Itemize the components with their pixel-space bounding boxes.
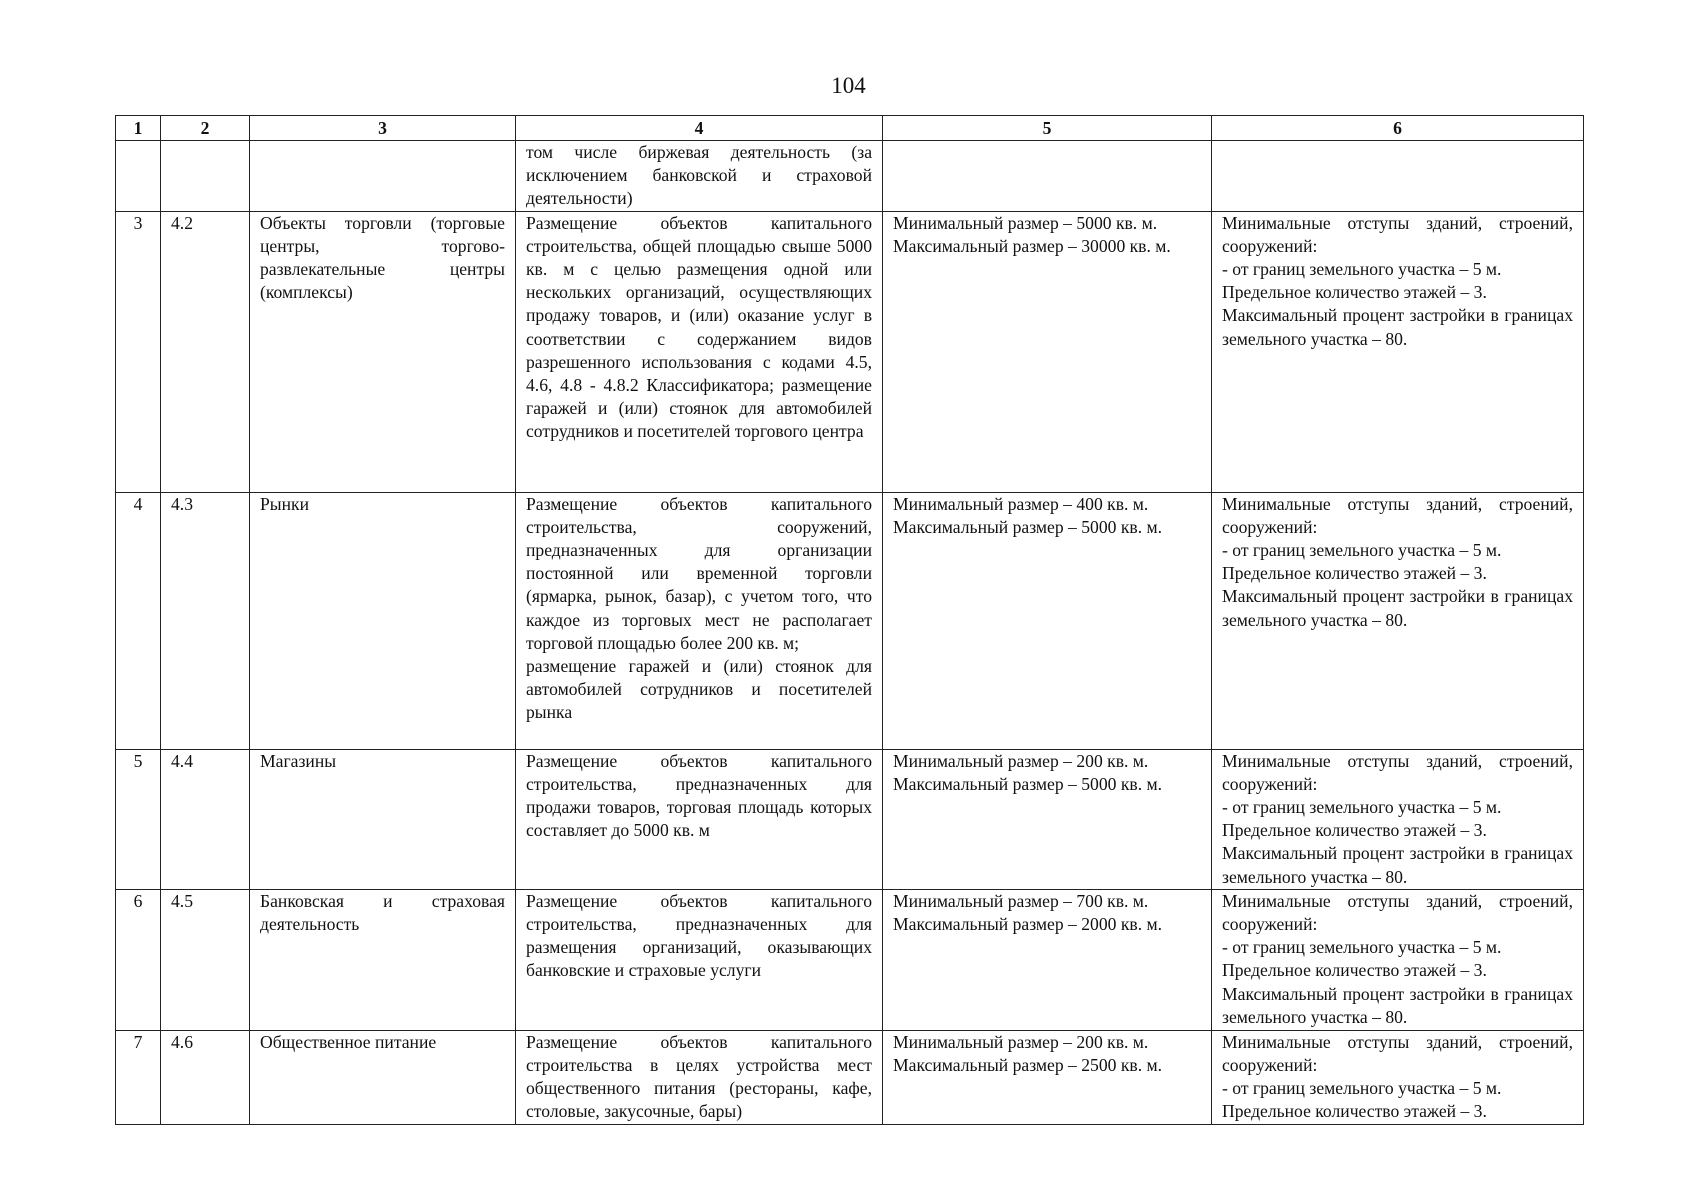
- size-max: Максимальный размер – 5000 кв. м.: [893, 516, 1163, 537]
- table-row: [116, 749, 1584, 889]
- param-setbacks: Минимальные отступы зданий, строений, сооружений:: [1222, 1031, 1573, 1076]
- cell-number: [116, 141, 161, 212]
- cell-number: 6: [116, 889, 161, 1030]
- param-floors: Предельное количество этажей – 3.: [1222, 563, 1487, 584]
- cell-code: 4.6: [161, 1030, 250, 1124]
- cell-params: [1212, 749, 1584, 889]
- table-row: [116, 1030, 1584, 1124]
- cell-description: [516, 141, 883, 212]
- cell-name: [250, 492, 516, 749]
- cell-code: [161, 141, 250, 212]
- table-row: [116, 211, 1584, 492]
- cell-code: 4.4: [161, 749, 250, 889]
- cell-size: [883, 1030, 1212, 1124]
- description-text: Размещение объектов капитального строительства в целях устройства мест общественного питания (рестораны, кафе, столовые, закусочные, бары): [526, 1031, 872, 1122]
- param-boundary: - от границ земельного участка – 5 м.: [1222, 937, 1502, 958]
- description-text: том числе биржевая деятельность (за исключением банковской и страховой деятельности): [526, 142, 872, 209]
- column-header: 5: [883, 116, 1212, 141]
- size-min: Минимальный размер – 700 кв. м.: [893, 890, 1149, 911]
- column-header: 1: [116, 116, 161, 141]
- column-header: 2: [161, 116, 250, 141]
- cell-description: [516, 211, 883, 492]
- description-text: Размещение объектов капитального строительства, общей площадью свыше 5000 кв. м с целью размещения одной или нескольких организаций, осуществляющих продажу товаров, и (или) оказание услуг в соответствии с содержанием видов разрешенного использования с кодами 4.5, 4.6, 4.8 - 4.8.2 Классификатора; размещение гаражей и (или) стоянок для автомобилей сотрудников и посетителей торгового центра: [526, 212, 872, 442]
- cell-number: 5: [116, 749, 161, 889]
- param-boundary: - от границ земельного участка – 5 м.: [1222, 1078, 1502, 1099]
- size-max: Максимальный размер – 2500 кв. м.: [893, 1055, 1163, 1076]
- size-max: Максимальный размер – 5000 кв. м.: [893, 773, 1163, 794]
- param-coverage: Максимальный процент застройки в границах земельного участка – 80.: [1222, 983, 1573, 1027]
- param-floors: Предельное количество этажей – 3.: [1222, 282, 1487, 303]
- cell-name: [250, 749, 516, 889]
- cell-description: [516, 492, 883, 749]
- param-coverage: Максимальный процент застройки в границах земельного участка – 80.: [1222, 586, 1573, 630]
- cell-params: [1212, 492, 1584, 749]
- cell-name: [250, 889, 516, 1030]
- cell-name: [250, 211, 516, 492]
- param-boundary: - от границ земельного участка – 5 м.: [1222, 259, 1502, 280]
- description-text: Размещение объектов капитального строительства, предназначенных для размещения организаций, оказывающих банковские и страховые услуги: [526, 890, 872, 981]
- table-row: [116, 492, 1584, 749]
- param-floors: Предельное количество этажей – 3.: [1222, 960, 1487, 981]
- use-name: Магазины: [260, 750, 337, 771]
- size-min: Минимальный размер – 200 кв. м.: [893, 1031, 1149, 1052]
- cell-params: [1212, 141, 1584, 212]
- column-header: 3: [250, 116, 516, 141]
- cell-size: [883, 889, 1212, 1030]
- description-text: Размещение объектов капитального строительства, сооружений, предназначенных для организации постоянной или временной торговли (ярмарка, рынок, базар), с учетом того, что каждое из торговых мест не располагает торговой площадью более 200 кв. м;: [526, 493, 872, 653]
- param-setbacks: Минимальные отступы зданий, строений, сооружений:: [1222, 750, 1573, 794]
- cell-description: [516, 889, 883, 1030]
- cell-name: [250, 141, 516, 212]
- param-boundary: - от границ земельного участка – 5 м.: [1222, 797, 1502, 818]
- cell-name: [250, 1030, 516, 1124]
- cell-code: 4.3: [161, 492, 250, 749]
- cell-size: [883, 749, 1212, 889]
- description-text: размещение гаражей и (или) стоянок для автомобилей сотрудников и посетителей рынка: [526, 656, 872, 723]
- use-name: Объекты торговли (торговые центры, торгово-развлекательные центры (комплексы): [260, 212, 505, 303]
- cell-params: [1212, 889, 1584, 1030]
- cell-code: 4.2: [161, 211, 250, 492]
- param-boundary: - от границ земельного участка – 5 м.: [1222, 540, 1502, 561]
- cell-size: [883, 492, 1212, 749]
- cell-description: [516, 1030, 883, 1124]
- cell-number: 3: [116, 211, 161, 492]
- cell-params: [1212, 1030, 1584, 1124]
- use-name: Рынки: [260, 493, 309, 514]
- cell-number: 7: [116, 1030, 161, 1124]
- column-header: 6: [1212, 116, 1584, 141]
- size-min: Минимальный размер – 5000 кв. м.: [893, 212, 1158, 233]
- description-text: Размещение объектов капитального строительства, предназначенных для продажи товаров, торговая площадь которых составляет до 5000 кв. м: [526, 750, 872, 841]
- land-use-table: [115, 115, 1584, 1125]
- param-setbacks: Минимальные отступы зданий, строений, сооружений:: [1222, 212, 1573, 256]
- param-coverage: Максимальный процент застройки в границах земельного участка – 80.: [1222, 305, 1573, 349]
- size-max: Максимальный размер – 30000 кв. м.: [893, 235, 1171, 256]
- size-min: Минимальный размер – 200 кв. м.: [893, 750, 1149, 771]
- param-coverage: Максимальный процент застройки в границах земельного участка – 80.: [1222, 843, 1573, 887]
- cell-size: [883, 141, 1212, 212]
- cell-params: [1212, 211, 1584, 492]
- use-name: Общественное питание: [260, 1031, 437, 1052]
- param-floors: Предельное количество этажей – 3.: [1222, 1101, 1487, 1122]
- page-number: 104: [831, 73, 866, 98]
- param-setbacks: Минимальные отступы зданий, строений, сооружений:: [1222, 493, 1573, 537]
- cell-number: 4: [116, 492, 161, 749]
- continuation-row: [116, 141, 1584, 212]
- use-name: Банковская и страховая деятельность: [260, 890, 505, 935]
- cell-description: [516, 749, 883, 889]
- size-min: Минимальный размер – 400 кв. м.: [893, 493, 1149, 514]
- table-header-row: [116, 116, 1584, 141]
- column-header: 4: [516, 116, 883, 141]
- size-max: Максимальный размер – 2000 кв. м.: [893, 914, 1163, 935]
- param-floors: Предельное количество этажей – 3.: [1222, 820, 1487, 841]
- table-row: [116, 889, 1584, 1030]
- cell-size: [883, 211, 1212, 492]
- cell-code: 4.5: [161, 889, 250, 1030]
- param-setbacks: Минимальные отступы зданий, строений, сооружений:: [1222, 890, 1573, 935]
